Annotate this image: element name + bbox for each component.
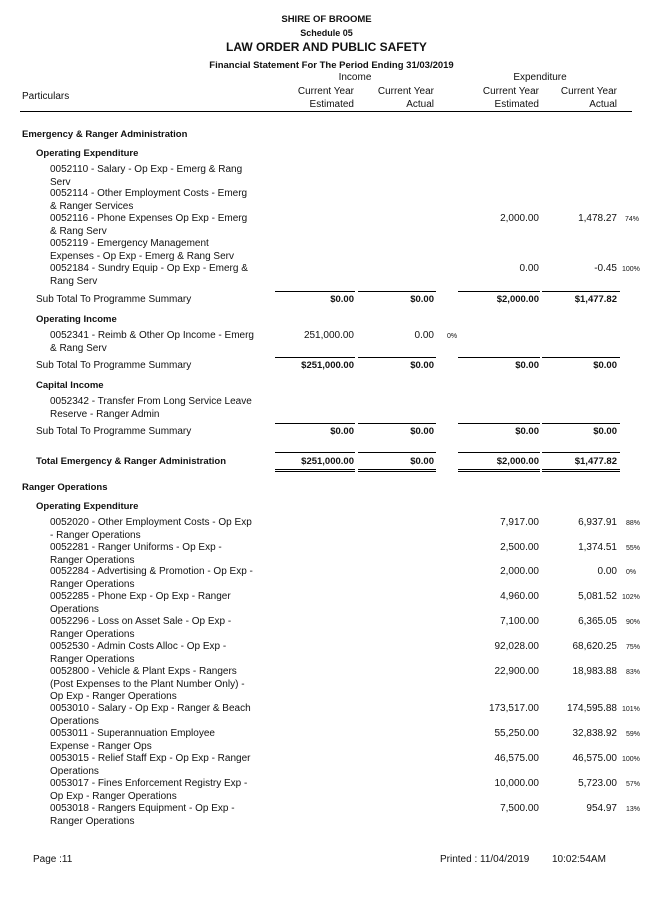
subtotal-expenditure-estimated: $2,000.00 [496, 294, 539, 305]
percent: 0% [447, 333, 458, 340]
subtotal-expenditure-estimated: $0.00 [515, 360, 539, 371]
header-divider [20, 111, 632, 112]
line-item-desc: 0052342 - Transfer From Long Service Leave Reserve - Ranger Admin [50, 396, 252, 420]
expenditure-actual: 1,478.27 [578, 213, 617, 224]
line-item-desc: 0052110 - Salary - Op Exp - Emerg & Rang Serv [50, 164, 243, 188]
report-title: LAW ORDER AND PUBLIC SAFETY [226, 40, 427, 54]
group-title: Operating Expenditure [36, 148, 139, 159]
line-item-desc: 0053015 - Relief Staff Exp - Op Exp - Ranger Operations [50, 753, 251, 777]
expenditure-actual: 954.97 [586, 803, 617, 814]
line-item-desc: 0052281 - Ranger Uniforms - Op Exp - Ranger Operations [50, 542, 222, 566]
expenditure-estimated: 4,960.00 [500, 591, 539, 602]
schedule-label: Schedule 05 [300, 28, 353, 38]
income-estimated: 251,000.00 [303, 330, 354, 341]
expenditure-actual: 6,937.91 [578, 517, 617, 528]
expenditure-actual: 5,081.52 [578, 591, 617, 602]
percent: 101% [622, 706, 640, 713]
expenditure-estimated: 22,900.00 [494, 666, 539, 677]
line-item-desc: 0052184 - Sundry Equip - Op Exp - Emerg & Rang Serv [50, 263, 248, 287]
subtotal-expenditure-actual: $0.00 [593, 360, 617, 371]
expenditure-actual: 68,620.25 [572, 641, 617, 652]
income-estimated-header: Current Year Estimated [297, 86, 354, 110]
expenditure-actual: 1,374.51 [578, 542, 617, 553]
income-actual-header: Current Year Actual [377, 86, 434, 110]
line-item-desc: 0052296 - Loss on Asset Sale - Op Exp - Ranger Operations [50, 616, 232, 640]
expenditure-estimated: 7,500.00 [500, 803, 539, 814]
line-item-desc: 0052285 - Phone Exp - Op Exp - Ranger Operations [50, 591, 231, 615]
subtotal-income-actual: $0.00 [410, 294, 434, 305]
line-item-desc: 0053010 - Salary - Op Exp - Ranger & Beach Operations [50, 703, 251, 727]
subtotal-expenditure-estimated: $0.00 [515, 426, 539, 437]
printed-date: Printed : 11/04/2019 [440, 854, 530, 865]
total-income-estimated: $251,000.00 [301, 456, 354, 467]
subtotal-label: Sub Total To Programme Summary [36, 360, 192, 371]
percent: 13% [626, 806, 641, 813]
expenditure-estimated: 55,250.00 [494, 728, 539, 739]
percent: 57% [626, 781, 641, 788]
expenditure-estimated: 2,500.00 [500, 542, 539, 553]
group-title: Operating Expenditure [36, 501, 139, 512]
line-item-desc: 0052284 - Advertising & Promotion - Op Exp - Ranger Operations [50, 566, 253, 590]
line-item-desc: 0053011 - Superannuation Employee Expense - Ranger Ops [50, 728, 215, 752]
line-item-desc: 0052530 - Admin Costs Alloc - Op Exp - Ranger Operations [50, 641, 227, 665]
subtotal-income-estimated: $0.00 [330, 426, 354, 437]
subtotal-expenditure-actual: $0.00 [593, 426, 617, 437]
percent: 88% [626, 520, 641, 527]
expenditure-actual: 6,365.05 [578, 616, 617, 627]
expenditure-estimated: 7,100.00 [500, 616, 539, 627]
subtotal-income-estimated: $251,000.00 [301, 360, 354, 371]
total-income-actual: $0.00 [410, 456, 434, 467]
org-name: SHIRE OF BROOME [281, 14, 372, 25]
line-item-desc: 0052800 - Vehicle & Plant Exps - Rangers (Post Expenses to the Plant Number Only) - Op Exp - Ranger Operations [50, 666, 245, 702]
group-title: Operating Income [36, 314, 117, 325]
expenditure-estimated: 7,917.00 [500, 517, 539, 528]
percent: 90% [626, 619, 641, 626]
expenditure-estimated: 2,000.00 [500, 566, 539, 577]
total-label: Total Emergency & Ranger Administration [36, 456, 227, 467]
expenditure-header: Expenditure [513, 72, 567, 83]
percent: 59% [626, 731, 641, 738]
expenditure-estimated: 0.00 [519, 263, 539, 274]
percent: 102% [622, 594, 640, 601]
line-item-desc: 0052116 - Phone Expenses Op Exp - Emerg & Rang Serv [50, 213, 248, 237]
line-item-desc: 0053017 - Fines Enforcement Registry Exp - Op Exp - Ranger Operations [50, 778, 248, 802]
percent: 0% [626, 569, 637, 576]
percent: 55% [626, 545, 641, 552]
particulars-header: Particulars [22, 91, 70, 102]
line-item-desc: 0053018 - Rangers Equipment - Op Exp - Ranger Operations [50, 803, 235, 827]
expenditure-estimated: 10,000.00 [494, 778, 539, 789]
report-subtitle: Financial Statement For The Period Ending 31/03/2019 [209, 60, 454, 71]
total-expenditure-estimated: $2,000.00 [496, 456, 539, 467]
percent: 75% [626, 644, 641, 651]
expenditure-actual: 18,983.88 [572, 666, 617, 677]
percent: 83% [626, 669, 641, 676]
expenditure-estimated: 92,028.00 [494, 641, 539, 652]
expenditure-actual: 5,723.00 [578, 778, 617, 789]
printed-time: 10:02:54AM [552, 854, 606, 865]
percent: 74% [625, 216, 640, 223]
expenditure-actual: 0.00 [597, 566, 617, 577]
percent: 100% [622, 756, 640, 763]
page-number: Page :11 [33, 854, 73, 865]
expenditure-actual: 32,838.92 [572, 728, 617, 739]
expenditure-estimated: 46,575.00 [494, 753, 539, 764]
subtotal-expenditure-actual: $1,477.82 [574, 294, 617, 305]
expenditure-estimated: 2,000.00 [500, 213, 539, 224]
group-title: Capital Income [36, 380, 104, 391]
subtotal-label: Sub Total To Programme Summary [36, 294, 192, 305]
income-actual: 0.00 [414, 330, 434, 341]
line-item-desc: 0052114 - Other Employment Costs - Emerg & Ranger Services [50, 188, 248, 212]
line-item-desc: 0052020 - Other Employment Costs - Op Exp - Ranger Operations [50, 517, 252, 541]
line-item-desc: 0052341 - Reimb & Other Op Income - Emerg & Rang Serv [50, 330, 254, 354]
subtotal-label: Sub Total To Programme Summary [36, 426, 192, 437]
expenditure-actual-header: Current Year Actual [560, 86, 617, 110]
subtotal-income-estimated: $0.00 [330, 294, 354, 305]
expenditure-estimated: 173,517.00 [488, 703, 539, 714]
section-title: Emergency & Ranger Administration [22, 129, 188, 140]
expenditure-actual: 46,575.00 [572, 753, 617, 764]
percent: 100% [622, 266, 640, 273]
expenditure-estimated-header: Current Year Estimated [482, 86, 539, 110]
income-header: Income [338, 72, 372, 83]
expenditure-actual: -0.45 [594, 263, 617, 274]
subtotal-income-actual: $0.00 [410, 360, 434, 371]
total-expenditure-actual: $1,477.82 [574, 456, 617, 467]
section-title: Ranger Operations [22, 482, 108, 493]
expenditure-actual: 174,595.88 [566, 703, 617, 714]
line-item-desc: 0052119 - Emergency Management Expenses - Op Exp - Emerg & Rang Serv [50, 238, 234, 262]
subtotal-income-actual: $0.00 [410, 426, 434, 437]
